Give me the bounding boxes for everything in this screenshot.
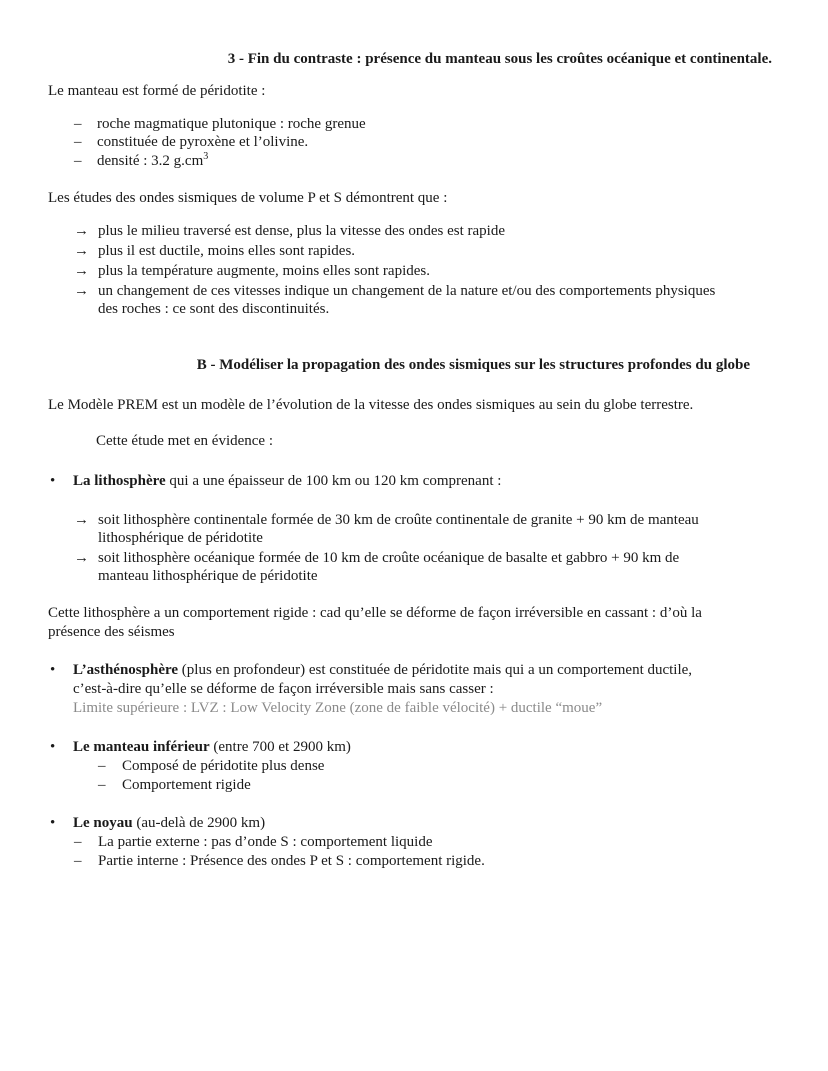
list-item: plus il est ductile, moins elles sont rapides. — [98, 243, 356, 259]
list-dash: – — [74, 134, 82, 150]
asthenosphere-label: L’asthénosphère — [73, 662, 179, 678]
arrow-icon: → — [74, 550, 89, 566]
lithosphere-item — [73, 472, 501, 491]
bullet-icon: • — [50, 815, 56, 831]
list-dash: – — [98, 758, 106, 774]
lithosphere-desc: qui a une épaisseur de 100 km ou 120 km comprenant : — [165, 473, 502, 489]
list-item: Comportement rigide — [122, 777, 251, 793]
lower-mantle-desc: (entre 700 et 2900 km) — [209, 739, 351, 755]
list-item: Composé de péridotite plus dense — [122, 758, 325, 774]
core-item — [73, 814, 265, 833]
prem-text: Le Modèle PREM est un modèle de l’évolution de la vitesse des ondes sismiques au sein du globe terrestre. — [48, 397, 694, 413]
list-dash: – — [74, 834, 82, 850]
rigid-text-line-1: Cette lithosphère a un comportement rigide : cad qu’elle se déforme de façon irréversible en cassant : d’où la — [48, 605, 702, 621]
core-desc: (au-delà de 2900 km) — [132, 815, 266, 831]
list-dash: – — [74, 153, 82, 169]
section-3-title: 3 - Fin du contraste : présence du manteau sous les croûtes océanique et continentale. — [227, 51, 772, 67]
list-item: soit lithosphère continentale formée de 30 km de croûte continentale de granite + 90 km de manteau — [98, 512, 699, 528]
list-item: un changement de ces vitesses indique un changement de la nature et/ou des comportements physiques — [98, 283, 716, 299]
asthenosphere-desc: (plus en profondeur) est constituée de péridotite mais qui a un comportement ductile, — [178, 662, 693, 678]
waves-intro: Les études des ondes sismiques de volume P et S démontrent que : — [48, 190, 448, 206]
bullet-icon: • — [50, 739, 56, 755]
list-dash: – — [74, 853, 82, 869]
list-item: constituée de pyroxène et l’olivine. — [97, 134, 309, 150]
rigid-text-line-2: présence des séismes — [48, 624, 175, 640]
density-exponent: 3 — [203, 151, 209, 162]
section-b-title: B - Modéliser la propagation des ondes sismiques sur les structures profondes du globe — [196, 357, 750, 373]
asthenosphere-item — [73, 661, 692, 680]
list-dash: – — [98, 777, 106, 793]
lithosphere-label: La lithosphère — [73, 473, 166, 489]
lower-mantle-label: Le manteau inférieur — [73, 739, 210, 755]
list-item: La partie externe : pas d’onde S : comportement liquide — [98, 834, 433, 850]
list-item-continued: lithosphérique de péridotite — [98, 530, 263, 546]
list-item: plus le milieu traversé est dense, plus la vitesse des ondes est rapide — [98, 223, 505, 239]
list-dash: – — [74, 116, 82, 132]
bullet-icon: • — [50, 662, 56, 678]
density-text: densité : 3.2 g.cm — [97, 153, 204, 169]
study-text: Cette étude met en évidence : — [96, 433, 274, 449]
lower-mantle-item — [73, 738, 351, 757]
list-item: soit lithosphère océanique formée de 10 km de croûte océanique de basalte et gabbro + 90 km de — [98, 550, 680, 566]
list-item: roche magmatique plutonique : roche grenue — [97, 116, 366, 132]
list-item-continued: des roches : ce sont des discontinuités. — [98, 301, 330, 317]
bullet-icon: • — [50, 473, 56, 489]
arrow-icon: → — [74, 512, 89, 528]
list-item: plus la température augmente, moins elles sont rapides. — [98, 263, 430, 279]
asthenosphere-limit: Limite supérieure : LVZ : Low Velocity Zone (zone de faible vélocité) + ductile “moue” — [73, 700, 603, 716]
mantle-intro: Le manteau est formé de péridotite : — [48, 83, 266, 99]
list-item: Partie interne : Présence des ondes P et S : comportement rigide. — [98, 853, 485, 869]
list-item-density — [97, 152, 208, 171]
core-label: Le noyau — [73, 815, 133, 831]
arrow-icon: → — [74, 223, 89, 239]
list-item-continued: manteau lithosphérique de péridotite — [98, 568, 318, 584]
arrow-icon: → — [74, 263, 89, 279]
arrow-icon: → — [74, 243, 89, 259]
asthenosphere-line-2: c’est-à-dire qu’elle se déforme de façon irréversible mais sans casser : — [73, 681, 494, 697]
arrow-icon: → — [74, 283, 89, 299]
